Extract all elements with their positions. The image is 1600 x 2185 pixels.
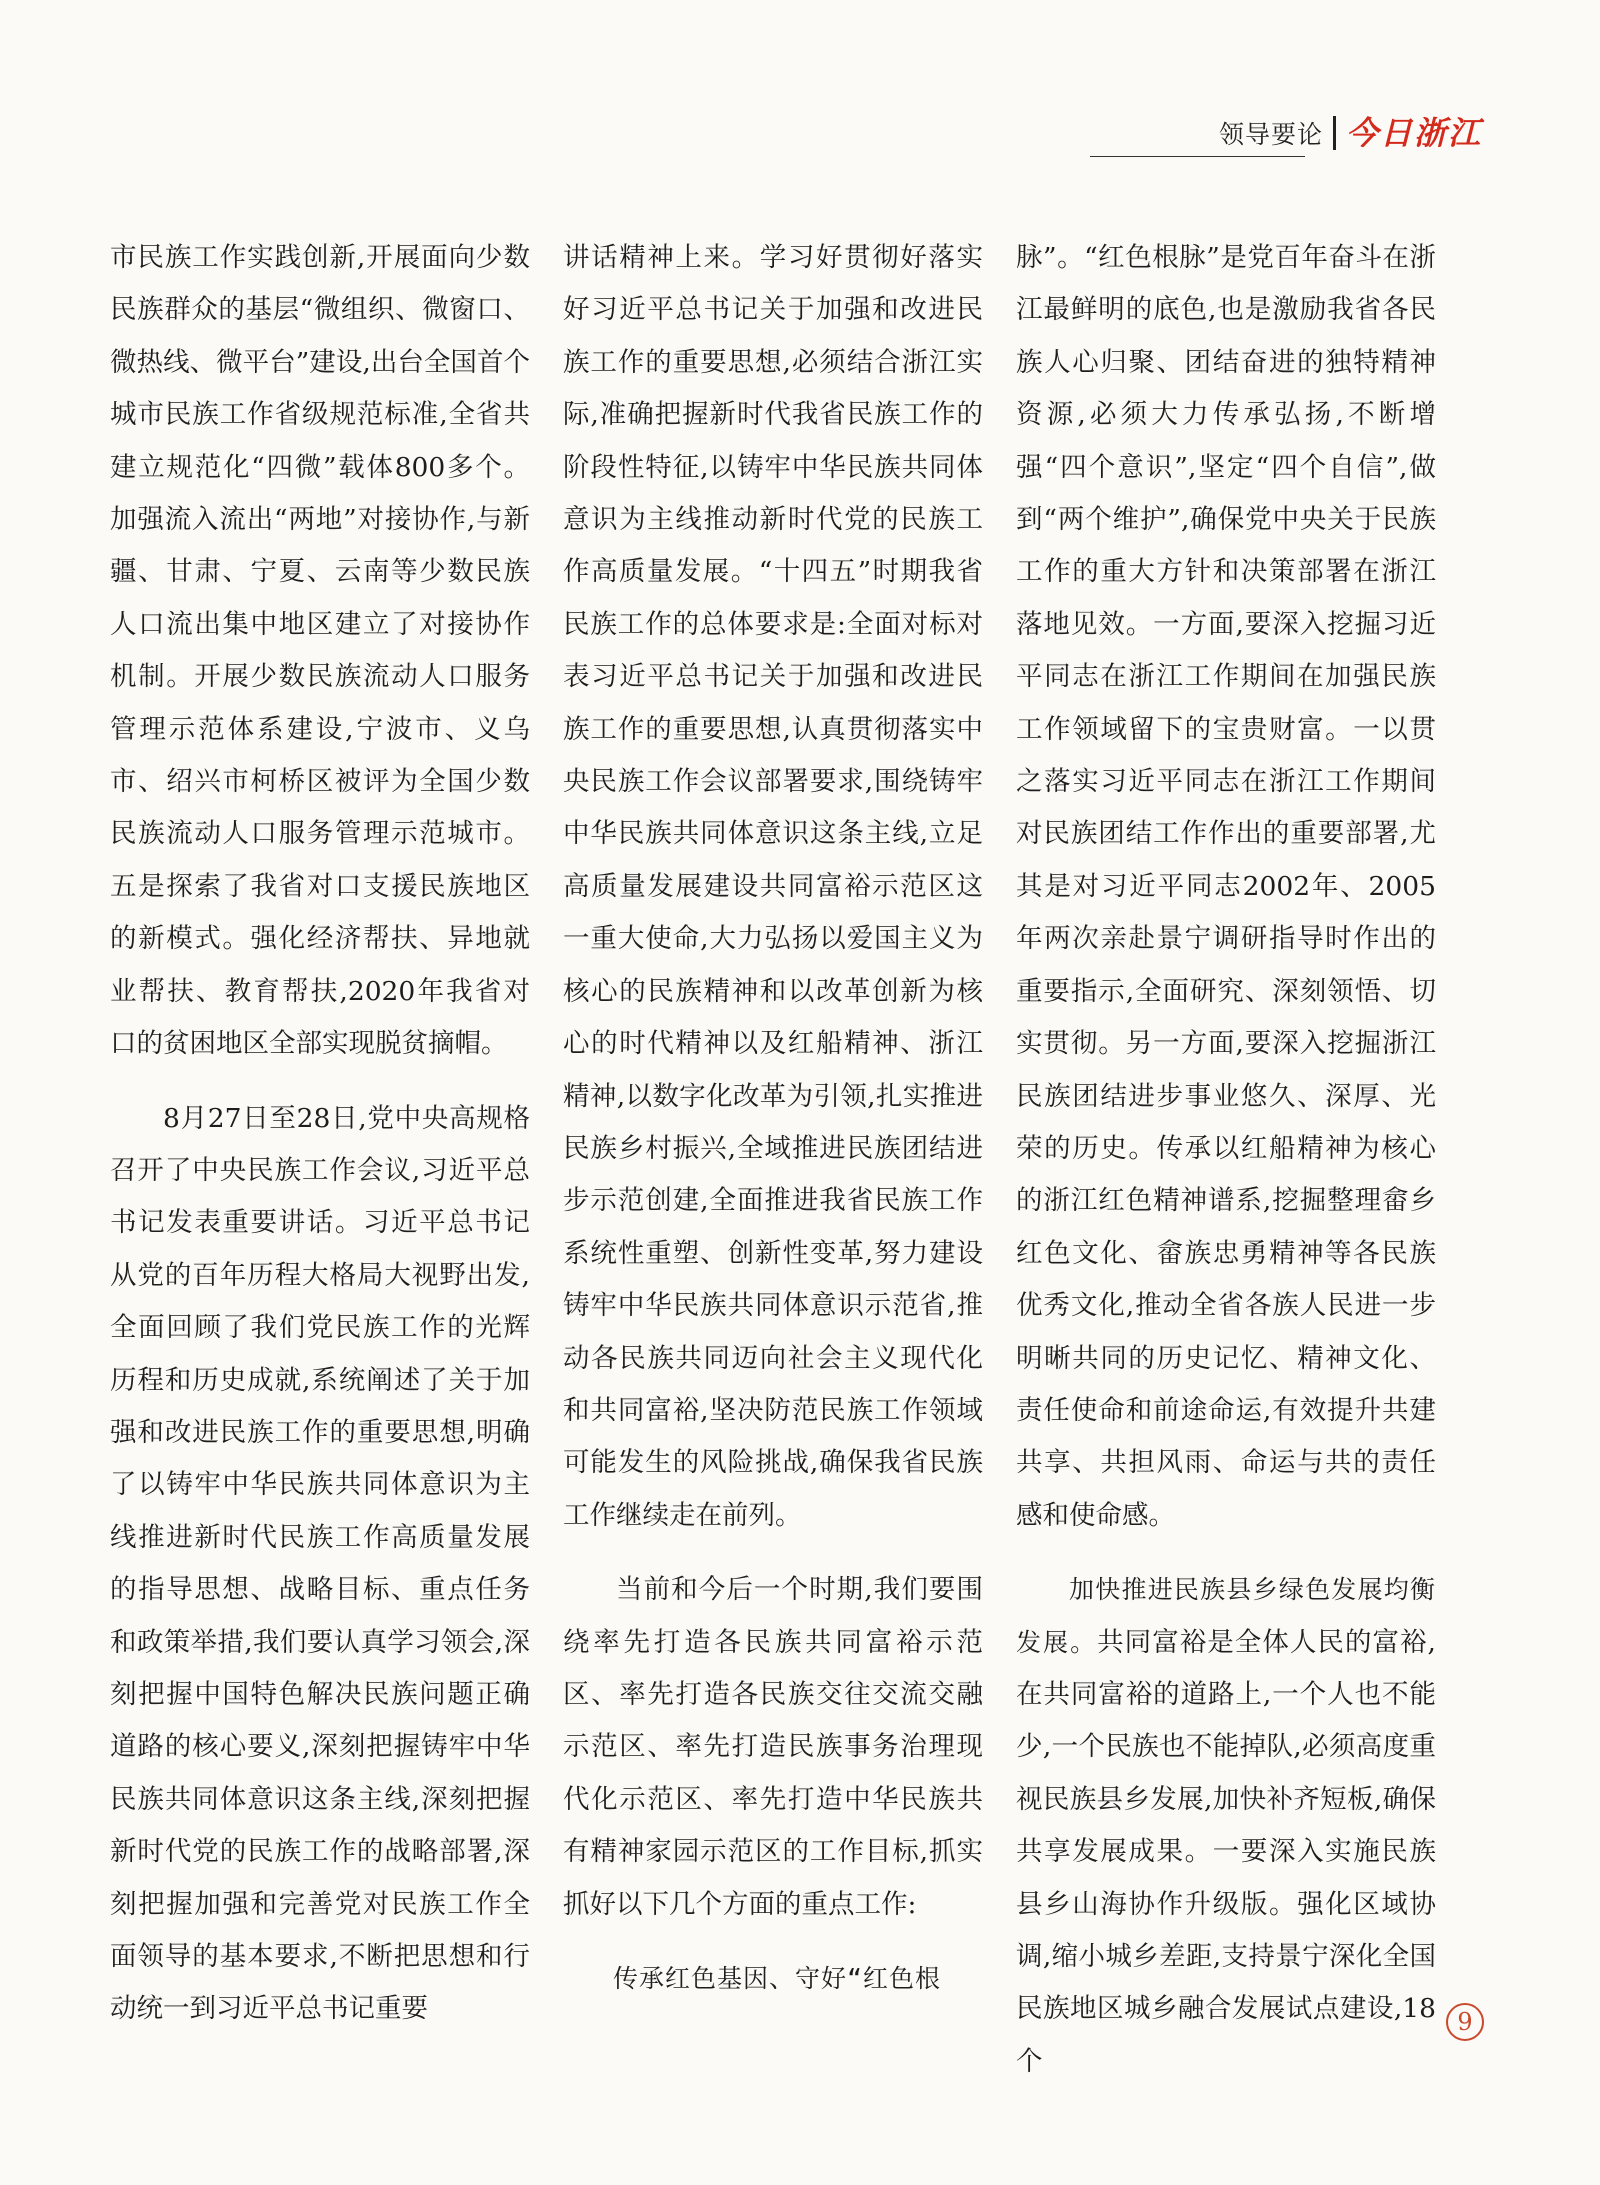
text-column-1 [110, 232, 530, 2036]
subheading: 传承红色基因、守好“红色根 [613, 1964, 942, 1993]
paragraph: 市民族工作实践创新,开展面向少数民族群众的基层“微组织、微窗口、微热线、微平台”建设,出台全国首个城市民族工作省级规范标准,全省共建立规范化“四微”载体800多个。加强流入流出“两地”对接协作,与新疆、甘肃、宁夏、云南等少数民族人口流出集中地区建立了对接协作机制。开展少数民族流动人口服务管理示范体系建设,宁波市、义乌市、绍兴市柯桥区被评为全国少数民族流动人口服务管理示范城市。五是探索了我省对口支援民族地区的新模式。强化经济帮扶、异地就业帮扶、教育帮扶,2020年我省对口的贫困地区全部实现脱贫摘帽。 [110, 242, 530, 1060]
paragraph: 讲话精神上来。学习好贯彻好落实好习近平总书记关于加强和改进民族工作的重要思想,必须结合浙江实际,准确把握新时代我省民族工作的阶段性特征,以铸牢中华民族共同体意识为主线推动新时代党的民族工作高质量发展。“十四五”时期我省民族工作的总体要求是:全面对标对表习近平总书记关于加强和改进民族工作的重要思想,认真贯彻落实中央民族工作会议部署要求,围绕铸牢中华民族共同体意识这条主线,立足高质量发展建设共同富裕示范区这一重大使命,大力弘扬以爱国主义为核心的民族精神和以改革创新为核心的时代精神以及红船精神、浙江精神,以数字化改革为引领,扎实推进民族乡村振兴,全域推进民族团结进步示范创建,全面推进我省民族工作系统性重塑、创新性变革,努力建设铸牢中华民族共同体意识示范省,推动各民族共同迈向社会主义现代化和共同富裕,坚决防范民族工作领域可能发生的风险挑战,确保我省民族工作继续走在前列。 [563, 242, 983, 1531]
paragraph: 脉”。“红色根脉”是党百年奋斗在浙江最鲜明的底色,也是激励我省各民族人心归聚、团结奋进的独特精神资源,必须大力传承弘扬,不断增强“四个意识”,坚定“四个自信”,做到“两个维护”,确保党中央关于民族工作的重大方针和决策部署在浙江落地见效。一方面,要深入挖掘习近平同志在浙江工作期间在加强民族工作领域留下的宝贵财富。一以贯之落实习近平同志在浙江工作期间对民族团结工作作出的重要部署,尤其是对习近平同志2002年、2005年两次亲赴景宁调研指导时作出的重要指示,全面研究、深刻领悟、切实贯彻。另一方面,要深入挖掘浙江民族团结进步事业悠久、深厚、光荣的历史。传承以红船精神为核心的浙江红色精神谱系,挖掘整理畲乡红色文化、畲族忠勇精神等各民族优秀文化,推动全省各族人民进一步明晰共同的历史记忆、精神文化、责任使命和前途命运,有效提升共建共享、共担风雨、命运与共的责任感和使命感。 [1016, 242, 1436, 1531]
section-label: 领导要论 [1218, 120, 1323, 149]
paragraph: 当前和今后一个时期,我们要围绕率先打造各民族共同富裕示范区、率先打造各民族交往交流交融示范区、率先打造民族事务治理现代化示范区、率先打造中华民族共有精神家园示范区的工作目标,抓实抓好以下几个方面的重点工作: [563, 1574, 983, 1920]
text-column-3 [1016, 232, 1436, 2088]
paragraph-body: 共同富裕是全体人民的富裕,在共同富裕的道路上,一个人也不能少,一个民族也不能掉队,必须高度重视民族县乡发展,加快补齐短板,确保共享发展成果。一要深入实施民族县乡山海协作升级版。强化区域协调,缩小城乡差距,支持景宁深化全国民族地区城乡融合发展试点建设,18个 [1016, 1626, 1436, 2077]
paragraph [1016, 1564, 1436, 2088]
subheading: 加快推进民族县乡绿色发展均衡发展。 [1016, 1575, 1436, 1657]
paragraph: 8月27日至28日,党中央高规格召开了中央民族工作会议,习近平总书记发表重要讲话。习近平总书记从党的百年历程大格局大视野出发,全面回顾了我们党民族工作的光辉历程和历史成就,系统阐述了关于加强和改进民族工作的重要思想,明确了以铸牢中华民族共同体意识为主线推进新时代民族工作高质量发展的指导思想、战略目标、重点任务和政策举措,我们要认真学习领会,深刻把握中国特色解决民族问题正确道路的核心要义,深刻把握铸牢中华民族共同体意识这条主线,深刻把握新时代党的民族工作的战略部署,深刻把握加强和完善党对民族工作全面领导的基本要求,不断把思想和行动统一到习近平总书记重要 [110, 1102, 530, 2025]
header-rule [1090, 156, 1305, 157]
text-column-2 [563, 232, 983, 2005]
header-divider [1333, 116, 1336, 150]
magazine-logo: 今日浙江 [1345, 114, 1482, 152]
page-number: 9 [1446, 2003, 1484, 2041]
running-header [1219, 116, 1482, 150]
